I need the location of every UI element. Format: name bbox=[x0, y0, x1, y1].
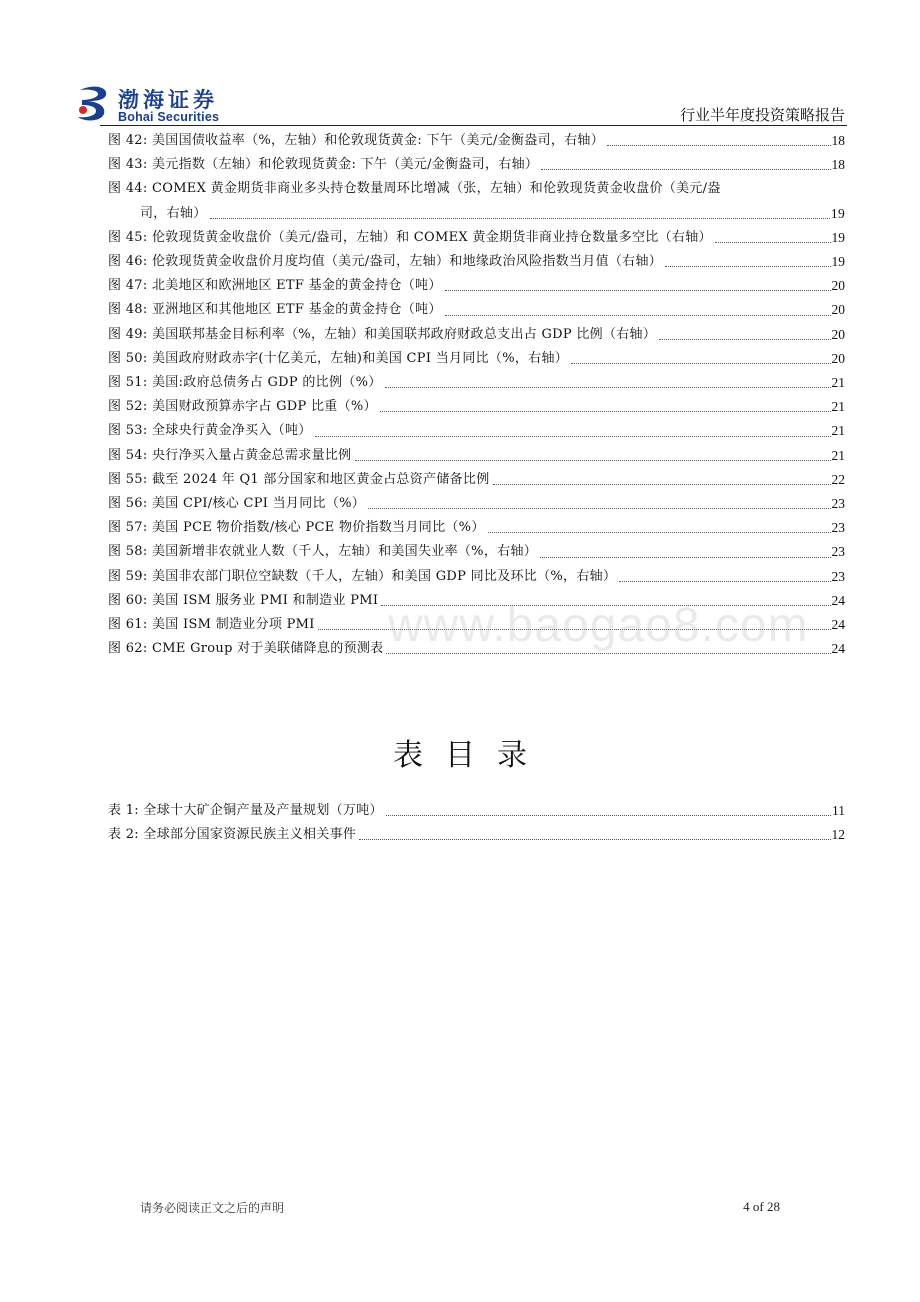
toc-entry-label: 图 62: CME Group 对于美联储降息的预测表 bbox=[108, 641, 384, 657]
toc-entry-page: 18 bbox=[831, 157, 845, 173]
toc-entry-page: 24 bbox=[831, 617, 845, 633]
toc-entry-label: 图 51: 美国:政府总债务占 GDP 的比例（%） bbox=[108, 375, 382, 391]
toc-entry[interactable] bbox=[108, 371, 845, 395]
watermark: www.baogao8.com bbox=[388, 599, 809, 652]
toc-leader-dots bbox=[488, 532, 831, 533]
toc-entry[interactable] bbox=[108, 323, 845, 347]
tables-section-title: 表目录 bbox=[393, 738, 549, 773]
toc-entry-page: 12 bbox=[831, 827, 845, 843]
toc-entry-page: 19 bbox=[831, 229, 845, 245]
toc-entry-label: 图 59: 美国非农部门职位空缺数（千人，左轴）和美国 GDP 同比及环比（%，右轴） bbox=[108, 568, 617, 584]
toc-leader-dots bbox=[318, 629, 831, 630]
toc-entry[interactable] bbox=[108, 419, 845, 443]
toc-entry-label: 图 61: 美国 ISM 制造业分项 PMI bbox=[108, 617, 315, 633]
footer-page-number: 4 of 28 bbox=[743, 1199, 780, 1214]
toc-entry[interactable] bbox=[108, 129, 845, 153]
toc-entry-label: 图 45: 伦敦现货黄金收盘价（美元/盎司，左轴）和 COMEX 黄金期货非商业持仓数量多空比（右轴） bbox=[108, 229, 712, 245]
toc-entry-label: 图 60: 美国 ISM 服务业 PMI 和制造业 PMI bbox=[108, 592, 379, 608]
toc-entry-page: 23 bbox=[831, 520, 845, 536]
toc-entry-label: 图 43: 美元指数（左轴）和伦敦现货黄金: 下午（美元/金衡盎司，右轴） bbox=[108, 157, 539, 173]
toc-entry-label: 图 49: 美国联邦基金目标利率（%，左轴）和美国联邦政府财政总支出占 GDP 比例（右轴） bbox=[108, 326, 657, 342]
toc-entry-page: 20 bbox=[831, 278, 845, 294]
toc-entry[interactable] bbox=[108, 395, 845, 419]
toc-entry-label: 图 48: 亚洲地区和其他地区 ETF 基金的黄金持仓（吨） bbox=[108, 302, 442, 318]
toc-leader-dots bbox=[665, 266, 830, 267]
toc-entry-page: 21 bbox=[831, 423, 845, 439]
toc-entry-label: 图 55: 截至 2024 年 Q1 部分国家和地区黄金占总资产储备比例 bbox=[108, 471, 490, 487]
toc-entry-label: 图 47: 北美地区和欧洲地区 ETF 基金的黄金持仓（吨） bbox=[108, 278, 442, 294]
toc-leader-dots bbox=[381, 605, 830, 606]
toc-entry-page: 21 bbox=[831, 399, 845, 415]
toc-leader-dots bbox=[368, 508, 830, 509]
toc-entry[interactable] bbox=[108, 492, 845, 516]
toc-entry-page: 19 bbox=[831, 254, 845, 270]
toc-leader-dots bbox=[619, 581, 830, 582]
toc-entry[interactable] bbox=[108, 565, 845, 589]
toc-entry[interactable] bbox=[108, 516, 845, 540]
toc-entry[interactable] bbox=[108, 540, 845, 564]
toc-entry[interactable] bbox=[108, 298, 845, 322]
figure-toc bbox=[108, 129, 845, 661]
bohai-logo bbox=[76, 84, 266, 124]
toc-leader-dots bbox=[359, 839, 830, 840]
toc-leader-dots bbox=[493, 484, 831, 485]
toc-leader-dots bbox=[386, 653, 830, 654]
toc-entry[interactable] bbox=[108, 177, 845, 225]
toc-entry[interactable] bbox=[108, 226, 845, 250]
toc-entry-page: 21 bbox=[831, 375, 845, 391]
toc-leader-dots bbox=[315, 436, 831, 437]
toc-entry-page: 20 bbox=[831, 350, 845, 366]
table-toc bbox=[108, 799, 845, 847]
toc-leader-dots bbox=[540, 557, 830, 558]
toc-entry[interactable] bbox=[108, 637, 845, 661]
toc-leader-dots bbox=[445, 290, 831, 291]
toc-leader-dots bbox=[541, 169, 830, 170]
toc-entry[interactable] bbox=[108, 153, 845, 177]
toc-entry[interactable] bbox=[108, 799, 845, 823]
toc-entry-page: 22 bbox=[831, 471, 845, 487]
toc-entry[interactable] bbox=[108, 444, 845, 468]
page-header bbox=[0, 0, 920, 130]
toc-entry-label: 表 2: 全球部分国家资源民族主义相关事件 bbox=[108, 827, 357, 843]
toc-entry-page: 21 bbox=[831, 447, 845, 463]
toc-entry-page: 23 bbox=[831, 544, 845, 560]
toc-entry[interactable] bbox=[108, 468, 845, 492]
bohai-logo-icon bbox=[76, 84, 112, 122]
footer-disclaimer: 请务必阅读正文之后的声明 bbox=[140, 1201, 285, 1215]
toc-entry-label-continued: 司，右轴） bbox=[140, 205, 207, 221]
toc-entry-page: 18 bbox=[831, 133, 845, 148]
toc-leader-dots bbox=[571, 363, 830, 364]
toc-entry[interactable] bbox=[108, 823, 845, 847]
toc-leader-dots bbox=[715, 242, 831, 243]
toc-leader-dots bbox=[445, 315, 831, 316]
toc-entry-label: 图 42: 美国国债收益率（%，左轴）和伦敦现货黄金: 下午（美元/金衡盎司，右轴） bbox=[108, 133, 605, 148]
toc-leader-dots bbox=[607, 145, 830, 146]
toc-entry-label: 图 58: 美国新增非农就业人数（千人，左轴）和美国失业率（%，右轴） bbox=[108, 544, 538, 560]
toc-entry-label: 图 56: 美国 CPI/核心 CPI 当月同比（%） bbox=[108, 496, 366, 512]
toc-leader-dots bbox=[355, 460, 831, 461]
toc-leader-dots bbox=[380, 411, 831, 412]
toc-entry-page: 20 bbox=[831, 326, 845, 342]
toc-entry-page: 23 bbox=[831, 496, 845, 512]
toc-entry-page: 11 bbox=[832, 803, 845, 818]
toc-entry[interactable] bbox=[108, 347, 845, 371]
toc-entry[interactable] bbox=[108, 274, 845, 298]
toc-entry-label: 图 46: 伦敦现货黄金收盘价月度均值（美元/盎司，左轴）和地缘政治风险指数当月值（右轴） bbox=[108, 254, 663, 270]
toc-leader-dots bbox=[386, 815, 831, 816]
toc-entry[interactable] bbox=[108, 250, 845, 274]
toc-entry-label: 图 52: 美国财政预算赤字占 GDP 比重（%） bbox=[108, 399, 377, 415]
toc-entry-label: 图 54: 央行净买入量占黄金总需求量比例 bbox=[108, 447, 352, 463]
toc-entry-page: 20 bbox=[831, 302, 845, 318]
toc-leader-dots bbox=[659, 339, 830, 340]
toc-leader-dots bbox=[210, 218, 830, 219]
report-type-title: 行业半年度投资策略报告 bbox=[679, 106, 845, 124]
logo-chinese-name: 渤海证券 bbox=[118, 88, 218, 112]
toc-entry-page: 19 bbox=[830, 205, 845, 221]
toc-entry-page: 23 bbox=[831, 568, 845, 584]
toc-entry-label: 图 57: 美国 PCE 物价指数/核心 PCE 物价指数当月同比（%） bbox=[108, 520, 485, 536]
toc-entry-label: 表 1: 全球十大矿企铜产量及产量规划（万吨） bbox=[108, 803, 383, 818]
toc-leader-dots bbox=[385, 387, 831, 388]
toc-entry[interactable] bbox=[108, 589, 845, 613]
toc-entry-label: 图 44: COMEX 黄金期货非商业多头持仓数量周环比增减（张，左轴）和伦敦现货黄金收盘价（美元/盎 bbox=[108, 181, 721, 197]
logo-english-name: Bohai Securities bbox=[118, 110, 220, 124]
toc-entry-label: 图 50: 美国政府财政赤字(十亿美元，左轴)和美国 CPI 当月同比（%，右轴） bbox=[108, 350, 569, 366]
toc-entry-page: 24 bbox=[831, 641, 845, 657]
header-divider bbox=[100, 125, 847, 126]
toc-entry-label: 图 53: 全球央行黄金净买入（吨） bbox=[108, 423, 312, 439]
toc-entry[interactable] bbox=[108, 613, 845, 637]
toc-entry-page: 24 bbox=[831, 592, 845, 608]
